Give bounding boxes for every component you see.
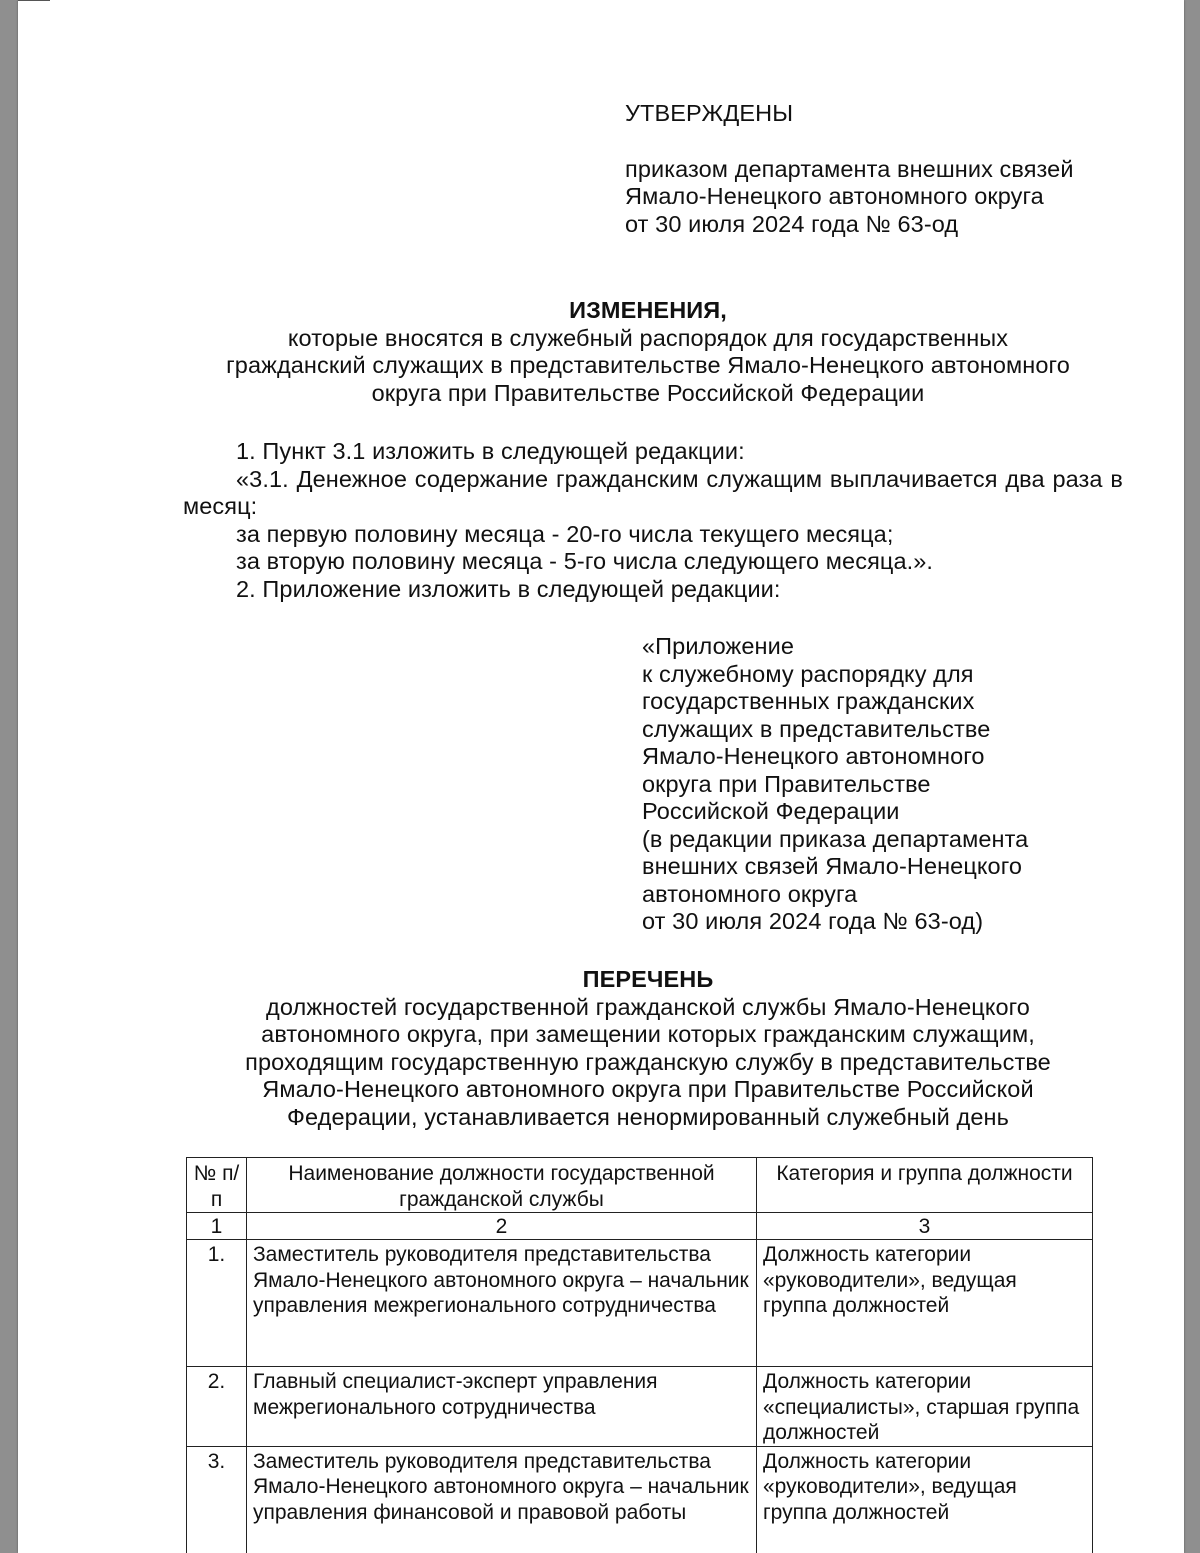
appendix-line: от 30 июля 2024 года № 63-од): [642, 908, 984, 934]
item-1-paragraph: 1. Пункт 3.1 изложить в следующей редакции:: [236, 438, 745, 464]
changes-subheading-line: округа при Правительстве Российской Федерации: [371, 379, 925, 406]
list-heading-block: [198, 966, 1098, 1131]
appendix-line: Ямало-Ненецкого автономного: [642, 743, 985, 769]
appendix-block: [642, 633, 1102, 936]
approval-block: [625, 100, 1145, 238]
table-row: [187, 1240, 1093, 1367]
table-row: [187, 1367, 1093, 1447]
appendix-line: Российской Федерации: [642, 798, 900, 824]
row-category: Должность категории «специалисты», старшая группа должностей: [757, 1367, 1093, 1447]
appendix-line: (в редакции приказа департамента: [642, 825, 1029, 852]
table-row: [187, 1446, 1093, 1553]
positions-table: [186, 1157, 1093, 1553]
row-position-name: Заместитель руководителя представительства Ямало-Ненецкого автономного округа – начальник управления межрегионального сотрудничества: [247, 1240, 757, 1367]
appendix-line: «Приложение: [642, 633, 795, 659]
approval-line: от 30 июля 2024 года № 63-од: [625, 210, 959, 237]
list-heading: ПЕРЕЧЕНЬ: [582, 966, 714, 992]
approval-title: УТВЕРЖДЕНЫ: [625, 100, 794, 126]
item-1-second-half-paragraph: за вторую половину месяца - 5-го числа следующего месяца.».: [236, 548, 934, 574]
list-subheading-line: Ямало-Ненецкого автономного округа при Правительстве Российской: [262, 1076, 1034, 1102]
appendix-line: к служебному распорядку для: [642, 660, 974, 687]
table-header-row: [187, 1158, 1093, 1213]
changes-subheading-line: гражданский служащих в представительстве Ямало-Ненецкого автономного: [226, 352, 1070, 378]
index-cell: 2: [247, 1213, 757, 1240]
approval-line: приказом департамента внешних связей: [625, 155, 1074, 182]
row-position-name: Главный специалист-эксперт управления межрегионального сотрудничества: [247, 1367, 757, 1447]
header-category: Категория и группа должности: [757, 1158, 1093, 1213]
header-num: № п/п: [187, 1158, 247, 1213]
list-subheading-line: проходящим государственную гражданскую службу в представительстве: [245, 1048, 1051, 1075]
item-1-first-half-paragraph: за первую половину месяца - 20-го числа текущего месяца;: [236, 520, 894, 547]
row-num: 3.: [187, 1446, 247, 1553]
row-category: Должность категории «руководители», ведущая группа должностей: [757, 1446, 1093, 1553]
changes-body: [183, 438, 1123, 603]
row-position-name: Заместитель руководителя представительства Ямало-Ненецкого автономного округа – начальник управления финансовой и правовой работы: [247, 1446, 757, 1553]
changes-subheading-line: которые вносятся в служебный распорядок для государственных: [287, 324, 1009, 351]
table-index-row: [187, 1213, 1093, 1240]
item-2-paragraph: 2. Приложение изложить в следующей редакции:: [236, 575, 781, 602]
appendix-line: государственных гражданских: [642, 688, 975, 714]
changes-heading-block: [178, 297, 1118, 407]
row-num: 1.: [187, 1240, 247, 1367]
row-category: Должность категории «руководители», ведущая группа должностей: [757, 1240, 1093, 1367]
item-1-quote-paragraph: «3.1. Денежное содержание гражданским служащим выплачивается два раза в месяц:: [183, 465, 1123, 519]
appendix-line: округа при Правительстве: [642, 770, 931, 797]
list-subheading-line: должностей государственной гражданской службы Ямало-Ненецкого: [266, 993, 1030, 1020]
index-cell: 1: [187, 1213, 247, 1240]
row-num: 2.: [187, 1367, 247, 1447]
appendix-line: внешних связей Ямало-Ненецкого: [642, 853, 1023, 879]
index-cell: 3: [757, 1213, 1093, 1240]
approval-line: Ямало-Ненецкого автономного округа: [625, 183, 1044, 209]
appendix-line: автономного округа: [642, 880, 858, 907]
document-page: [18, 0, 1184, 1553]
header-name: Наименование должности государственной гражданской службы: [247, 1158, 757, 1213]
list-subheading-line: Федерации, устанавливается ненормированный служебный день: [287, 1103, 1009, 1130]
changes-heading: ИЗМЕНЕНИЯ,: [569, 297, 727, 323]
list-subheading-line: автономного округа, при замещении которых гражданским служащим,: [261, 1021, 1035, 1047]
page-corner-mark: [18, 0, 50, 5]
appendix-line: служащих в представительстве: [642, 715, 991, 742]
